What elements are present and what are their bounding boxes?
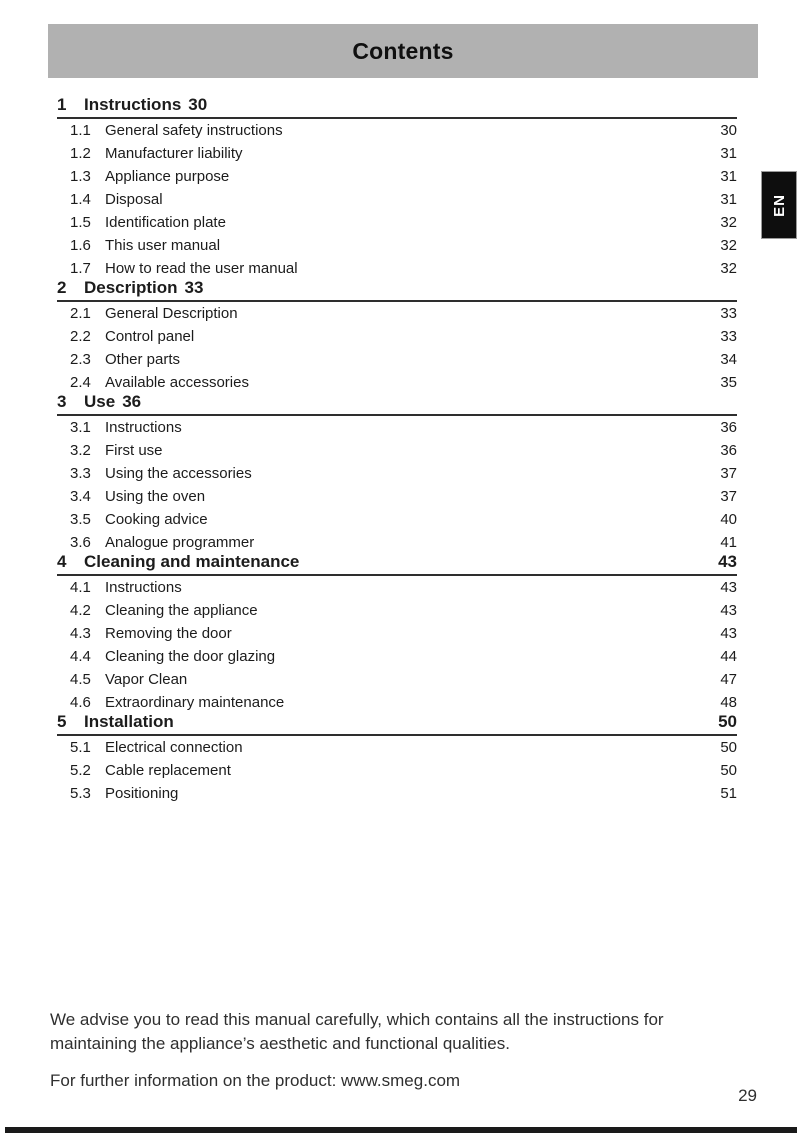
toc-section-header (57, 714, 737, 736)
toc-section-title: Cleaning and maintenance (84, 552, 300, 571)
toc-entry-page: 41 (720, 534, 737, 551)
toc-entry (57, 371, 737, 394)
toc-entry-page: 32 (720, 237, 737, 254)
toc-section-4 (57, 554, 737, 714)
toc-entry-page: 36 (720, 442, 737, 459)
toc-entry-title: Cleaning the door glazing (105, 648, 276, 665)
toc-entry-page: 35 (720, 374, 737, 391)
toc-section-header (57, 280, 737, 302)
toc-entry-number: 3.1 (70, 419, 91, 436)
toc-entry-number: 1.3 (70, 168, 91, 185)
contents-header-bar (48, 24, 758, 78)
toc-entry-title: Appliance purpose (105, 168, 230, 185)
toc-entry (57, 142, 737, 165)
toc-entry-title: First use (105, 442, 163, 459)
toc-section-number: 5 (57, 712, 67, 731)
toc-entry-title: Cable replacement (105, 762, 231, 779)
toc-entry-title: Instructions (105, 579, 182, 596)
toc-entry-title: This user manual (105, 237, 221, 254)
toc-entry-title: Removing the door (105, 625, 232, 642)
footer-advice-text: We advise you to read this manual carefully, which contains all the instructions for maintaining the appliance’s aesthetic and functional qualities. (50, 1010, 664, 1053)
toc-section-number: 4 (57, 552, 67, 571)
bottom-rule-bar (5, 1127, 797, 1133)
page-number: 29 (738, 1086, 757, 1105)
toc-entry (57, 531, 737, 554)
toc-entry-number: 3.2 (70, 442, 91, 459)
toc-section-page: 36 (122, 392, 142, 411)
toc-entry-title: Other parts (105, 351, 181, 368)
toc-section-page: 50 (718, 712, 737, 731)
toc-entry-page: 36 (720, 419, 737, 436)
toc-entry-page: 48 (720, 694, 737, 711)
toc-entry-title: Analogue programmer (105, 534, 255, 551)
toc-entry (57, 119, 737, 142)
toc-entry-page: 51 (720, 785, 737, 802)
toc-entry (57, 576, 737, 599)
page-title: Contents (352, 37, 454, 64)
toc-section-header (57, 97, 737, 119)
toc-entry-title: Cleaning the appliance (105, 602, 258, 619)
toc-section-title: Installation (84, 712, 174, 731)
toc-entry-title: Available accessories (105, 374, 249, 391)
toc-entry (57, 234, 737, 257)
toc-entry-page: 47 (720, 671, 737, 688)
toc-entry-number: 4.2 (70, 602, 91, 619)
toc-entry-number: 5.1 (70, 739, 91, 756)
toc-entry (57, 599, 737, 622)
toc-entry-page: 32 (720, 260, 737, 277)
toc-entry-page: 34 (720, 351, 737, 368)
toc-entry (57, 257, 737, 280)
toc-entry-page: 43 (720, 625, 737, 642)
toc-entry (57, 348, 737, 371)
toc-entry (57, 165, 737, 188)
toc-entry-title: Using the oven (105, 488, 206, 505)
toc-section-1 (57, 97, 737, 280)
toc-entry (57, 782, 737, 805)
toc-section-title: Use (84, 392, 116, 411)
toc-entry-title: Control panel (105, 328, 195, 345)
toc-entry-number: 5.3 (70, 785, 91, 802)
toc-entry-number: 4.6 (70, 694, 91, 711)
toc-entry-title: Vapor Clean (105, 671, 188, 688)
toc-entry (57, 759, 737, 782)
toc-section-header (57, 554, 737, 576)
toc-entry-number: 4.5 (70, 671, 91, 688)
toc-section-title: Instructions (84, 95, 182, 114)
toc-section-page: 43 (718, 552, 737, 571)
toc-entry (57, 736, 737, 759)
toc-entry (57, 508, 737, 531)
toc-entry-page: 33 (720, 328, 737, 345)
toc-entry (57, 645, 737, 668)
toc-entry-page: 30 (720, 122, 737, 139)
toc-entry-page: 31 (720, 191, 737, 208)
toc-section-title: Description (84, 278, 178, 297)
toc-entry-number: 4.1 (70, 579, 91, 596)
toc-entry-title: Identification plate (105, 214, 226, 231)
toc-entry-number: 2.1 (70, 305, 91, 322)
toc-entry-number: 1.4 (70, 191, 91, 208)
toc-entry-title: Using the accessories (105, 465, 252, 482)
toc-entry-number: 2.3 (70, 351, 91, 368)
toc-entry-page: 31 (720, 168, 737, 185)
toc-entry-number: 1.6 (70, 237, 91, 254)
toc-entry-number: 4.3 (70, 625, 91, 642)
toc-entry (57, 668, 737, 691)
toc-entry-number: 3.3 (70, 465, 91, 482)
toc-entry (57, 302, 737, 325)
toc-section-3 (57, 394, 737, 554)
toc (57, 97, 737, 805)
toc-entry-number: 2.4 (70, 374, 91, 391)
toc-entry (57, 325, 737, 348)
toc-section-number: 3 (57, 392, 67, 411)
toc-entry-number: 3.6 (70, 534, 91, 551)
toc-entry-title: General Description (105, 305, 238, 322)
toc-entry-page: 40 (720, 511, 737, 528)
toc-entry-title: Manufacturer liability (105, 145, 243, 162)
toc-section-page: 33 (184, 278, 204, 297)
toc-entry-number: 3.5 (70, 511, 91, 528)
toc-entry-page: 43 (720, 602, 737, 619)
toc-entry-title: Extraordinary maintenance (105, 694, 285, 711)
toc-entry (57, 211, 737, 234)
toc-entry-page: 31 (720, 145, 737, 162)
toc-entry-number: 1.2 (70, 145, 91, 162)
toc-entry-page: 37 (720, 465, 737, 482)
footer-more-info-text: For further information on the product: www.smeg.com (50, 1071, 461, 1090)
toc-entry-number: 1.5 (70, 214, 91, 231)
toc-entry-title: General safety instructions (105, 122, 283, 139)
toc-entry (57, 485, 737, 508)
toc-entry-number: 2.2 (70, 328, 91, 345)
toc-entry-title: How to read the user manual (105, 260, 298, 277)
toc-entry (57, 691, 737, 714)
toc-entry (57, 439, 737, 462)
toc-entry-page: 44 (720, 648, 737, 665)
toc-entry-number: 4.4 (70, 648, 91, 665)
toc-entry-page: 50 (720, 739, 737, 756)
language-tab-label: EN (770, 193, 788, 217)
toc-entry-number: 1.7 (70, 260, 91, 277)
toc-entry-number: 3.4 (70, 488, 91, 505)
toc-entry-page: 50 (720, 762, 737, 779)
language-tab (762, 172, 796, 238)
toc-section-5 (57, 714, 737, 805)
toc-entry-page: 32 (720, 214, 737, 231)
toc-entry-page: 43 (720, 579, 737, 596)
toc-section-number: 2 (57, 278, 67, 297)
toc-entry-title: Cooking advice (105, 511, 208, 528)
toc-section-header (57, 394, 737, 416)
toc-entry-number: 5.2 (70, 762, 91, 779)
toc-entry-title: Disposal (105, 191, 163, 208)
toc-entry-number: 1.1 (70, 122, 91, 139)
toc-entry (57, 188, 737, 211)
toc-entry (57, 622, 737, 645)
toc-entry-page: 33 (720, 305, 737, 322)
toc-section-2 (57, 280, 737, 394)
toc-entry-title: Electrical connection (105, 739, 243, 756)
toc-entry (57, 462, 737, 485)
toc-section-number: 1 (57, 95, 67, 114)
toc-entry-page: 37 (720, 488, 737, 505)
footer (50, 1008, 702, 1093)
toc-entry-title: Positioning (105, 785, 179, 802)
toc-entry (57, 416, 737, 439)
toc-section-page: 30 (188, 95, 208, 114)
toc-entry-title: Instructions (105, 419, 182, 436)
